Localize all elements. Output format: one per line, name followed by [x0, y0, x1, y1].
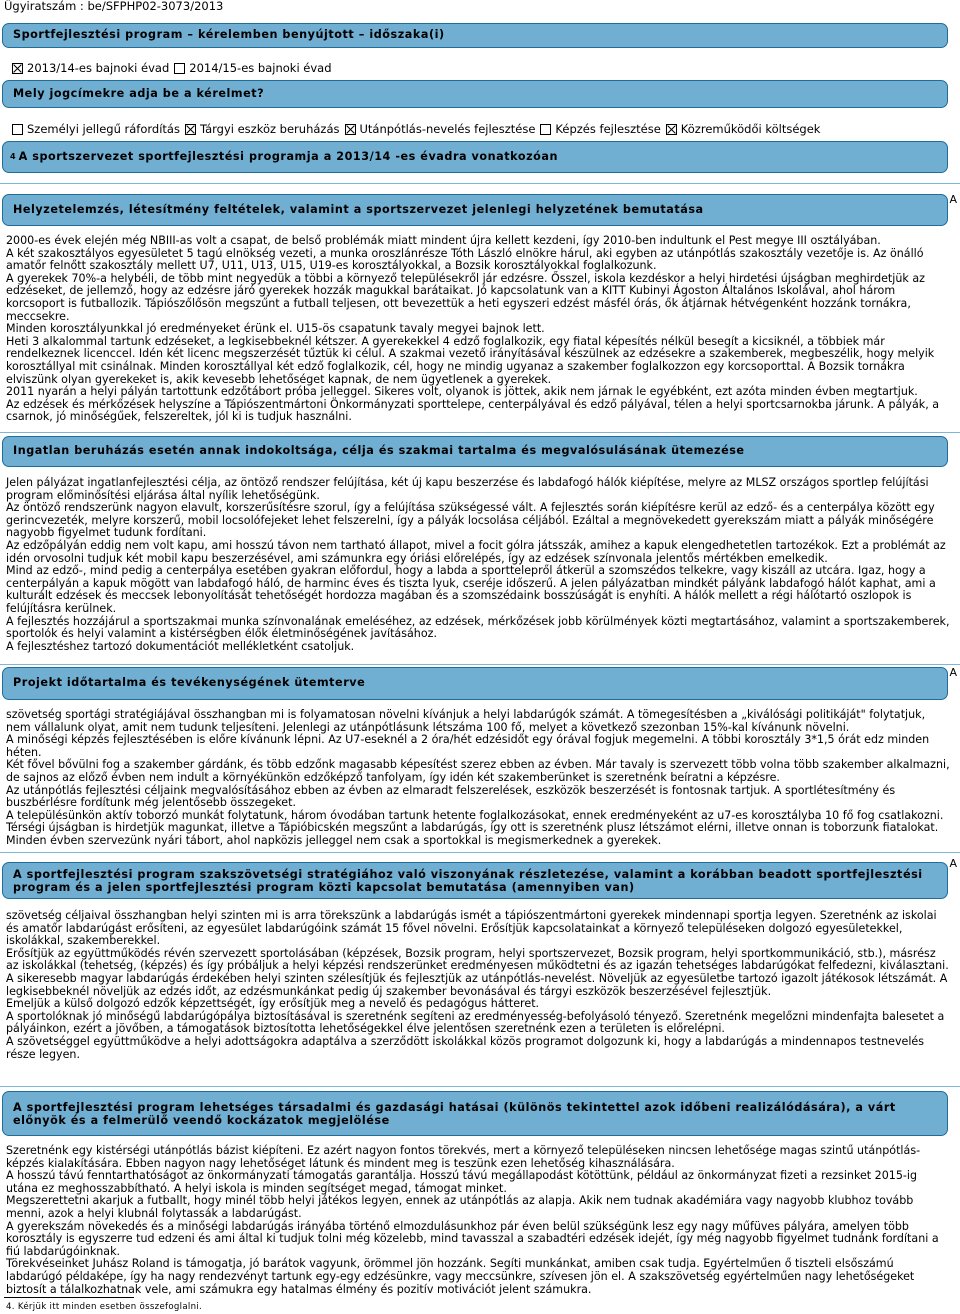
section-divider	[0, 432, 960, 433]
impacts-header-label: A sportfejlesztési program lehetséges társadalmi és gazdasági hatásai (különös tekintettel azok időbeni realizálódására), a várt előnyök és a felmerülő veendő kockázatok megjelölése	[13, 1100, 896, 1127]
impacts-body: Szeretnénk egy kistérségi utánpótlás bázist kiépíteni. Ez azért nagyon fontos törekvés, mert a környező településeken nincsen lehetősége magas szintű utánpótlás-képzés kialakítására. Ebben nagyon nagy lehetőséget látunk és mindent meg is teszünk ezen lehetőség kihasználására. A hosszú távú fenntarthatóságot az önkormányzati támogatás garantálja. Hosszú távú megállapodást kötöttünk, például az önkormányzat fizeti a rezsinket 2015-ig utána ez meghosszabbítható. A helyi iskola is minden segítséget megad, támogat minket. Megszerettetni akarjuk a futballt, hogy minél több helyi játékos legyen, ennek az utánpótlás az alapja. Akik nem tudnak akadémiára vagy nagyobb klubhoz tovább menni, azok a helyi klubnál folytassák a labdarúgást. A gyerekszám növekedés és a minőségi labdarúgás irányába történő elmozdulásunkhoz pár éven belül szükségünk lesz egy nagy műfüves pályára, amelyen több korosztály is egyszerre tud edzeni és ami által ki tudjuk tolni még közelebb, mind tavasszal a szabadtéri edzések idejét, így még nagyobb figyelmet tudnánk fordítani a fiú labdarúgóinknak. Törekvéseinket Juhász Roland is támogatja, jó barátok vagyunk, örömmel jön hozzánk. Segíti munkánkat, amiben csak tudja. Egyértelműen ő tiszteli elsőszámú labdarúgó példaképe, így ha nagy rendezvényt tartunk egy-egy edzésünkre, vagy meccsünkre, szívesen jön el. A szakszövetség egyértelműen nagy lehetőségeket biztosít a tálalkozhatnak vele, ami számukra egy hatalmas élmény és pozitív motivációt jelent számukra.	[6, 1144, 939, 1296]
project-schedule-body: szövetség sportági stratégiájával összhangban mi is folyamatosan növelni kívánjuk a helyi labdarúgók számát. A tömegesítésben a „kiválósági politikáját" folytatjuk, nem vállalunk olyat, amit nem tudunk teljesíteni. Jelenlegi az utánpótlásunk létszáma 100 fő, melyet a következő szezonban 15%-kal kívánunk növelni. A minőségi képzés fejlesztésében is előre kívánunk lépni. Az U7-eseknél a 2 óra/hét edzésidőt egy órával fogjuk megemelni. A többi korosztály 3*1,5 órát edz minden héten. Két fővel bővülni fog a szakember gárdánk, és több edzőnk magasabb képesítést szerez ebben az évben. Már tavaly is szervezett több volna több szakember alkalmazni, de sajnos az előző évben nem indult a környékünkön edzőképző tanfolyam, így idén két szakemberünket is szeretnénk beíratni a képzésre. Az utánpótlás fejlesztési céljaink megvalósításához ebben az évben az elmaradt felszerelések, eszközök beszerzését is fontosnak tartjuk. A sportlétesítmény és buszbérlésre fordítunk még jelentősebb összegeket. A településünkön aktív toborzó munkát folytatunk, három óvodában tartunk hetente foglalkozásokat, ennek eredményeként az u7-es korosztályba 10 fő fog csatlakozni. Térségi újságban is hirdetjük magunkat, illetve a Tápióbicskén megszűnt a labdarúgás, így ott is szeretnénk plusz létszámot elérni, illetve onnan is toborzunk fiatalokat. Minden évben szervezünk nyári tábort, ahol napközis jelleggel nem csak a sportokkal is megismerkednek a gyerekek.	[6, 708, 950, 847]
program-header	[2, 141, 948, 173]
personnel-cost-label: Személyi jellegű ráfordítás	[27, 122, 180, 136]
situation-analysis-header-label: Helyzetelemzés, létesítmény feltételek, valamint a sportszervezet jelenlegi helyzetének bemutatása	[13, 202, 704, 216]
program-header-label: A sportszervezet sportfejlesztési programja a 2013/14 -es évadra vonatkozóan	[18, 149, 558, 163]
project-schedule-header	[2, 667, 948, 700]
section-marker: A	[949, 193, 957, 206]
real-estate-body: Jelen pályázat ingatlanfejlesztési célja, az öntöző rendszer felújítása, két új kapu beszerzése és labdafogó hálók kiépítése, melyre az MLSZ országos sportlep felújítási program előminősítési eljárása által nyílik lehetőségünk. Az öntöző rendszerünk nagyon elavult, korszerűsítésre szorul, így a felújítása szükségessé vált. A fejlesztés során kiépítésre kerül az edző- és a centerpálya között egy gerincvezeték, melyre korszerű, mobil locsolófejeket lehet felszerelni, így a pályák locsolása céljából. Ezáltal a megnövekedett gyerekszám miatt a pályák minőségére nagyobb figyelmet tudunk fordítani. Az edzőpályán eddig nem volt kapu, ami hosszú távon nem tartható állapot, mivel a focit gólra játsszák, amihez a kapuk elengedhetetlen tartozékok. Ezt a problémát az idén orvosolni tudjuk két mobil kapu beszerzésével, ami számunkra egy óriási előrelépés, így az edzések színvonala jelentős mértékben emelkedik. Mind az edző-, mind pedig a centerpálya esetében gyakran előfordul, hogy a labda a sporttelepről átkerül a szomszédos telkekre, vagy kiszáll az utcára. Igaz, hogy a centerpályán a kapuk mögött van labdafogó háló, de harminc éves és tiszta lyuk, cseréje időszerű. A jelen pályázatban mindkét pályánk labdafogó hálót kaphat, ami a kulturált edzések és meccsek lebonyolítását tehetőségét hordozza magában és a szomszédaink bosszúságát is enyhíti. A hálók mellett a régi hálótartó oszlopok is felújításra kerülnek. A fejlesztés hozzájárul a sportszakmai munka színvonalának emeléséhez, az edzések, mérkőzések jobb körülmények közti megtartásához, valamint a sportszakemberek, sportolók és helyi valamint a kistérségben élők életminőségének javításához. A fejlesztéshez tartozó dokumentációt mellékletként csatoljuk.	[6, 476, 950, 653]
situation-analysis-header	[2, 194, 948, 226]
footnote-mark: 4	[10, 151, 16, 161]
project-schedule-header-label: Projekt időtartalma és tevékenységének ütemterve	[13, 676, 366, 690]
season-2013-checkbox[interactable]	[12, 63, 23, 74]
strategy-relation-header	[2, 862, 948, 899]
intermediary-costs-label: Közreműködői költségek	[680, 122, 821, 136]
program-period-header-label: Sportfejlesztési program – kérelemben benyújtott – időszaka(i)	[13, 28, 445, 42]
situation-analysis-body: 2000-es évek elején még NBIII-as volt a csapat, de belső problémák miatt mindent újra kellett kezdeni, így 2010-ben indultunk el Pest megye III osztályában. A két szakosztályos egyesületet 5 tagú elnökség vezeti, a munka oroszlánrésze Tóth László elnökre hárul, aki egyben az utánpótlás szakosztály vezetője is. Az önálló amatőr felnőtt szakosztály mellett U7, U11, U13, U15, U19-es korosztályokkal, a Bozsik korosztályokkal foglalkozunk. A gyerekek 70%-a helybéli, de több mint negyedük a többi a környező településekről jár edzésre. Ősszel, iskola kezdéskor a helyi hirdetési újságban meghirdetjük az edzéseket, de jellemző, hogy az edzésre járó gyerekek hozzák magukkal barátaikat. Jó kapcsolatunk van a KITT Kubinyi Ágoston Általános Iskolával, ahol három korcsoport is futballozik. Tápiószőlősön megszűnt a futball teljesen, ott bevezettük a heti egyszeri edzést másfél órás, ők átjárnak hétvégenként hozzánk tornákra, meccsekre. Minden korosztályunkkal jó eredményeket érünk el. U15-ös csapatunk tavaly megyei bajnok lett. Heti 3 alkalommal tartunk edzéseket, a legkisebbeknél kétszer. A gyerekekkel 4 edző foglalkozik, egy fiatal képesítés nélkül besegít a kicsiknél, a többiek már rendelkeznek licenccel. Idén két licenc megszerzését tűztük ki célul. A szakmai vezető irányításával készülnek az edzésekre a szakemberek, megbeszélik, hogy melyik korosztállyal mit csinálnak. Minden korosztállyal két edző foglalkozik, cél, hogy ne mindig ugyanaz a szakember foglalkozzon egy korcsoporttal. A Bozsik tornákra elviszünk olyan gyerekeket is, akik kevesebb lehetőséget kapnak, de nem ügyetlenek a gyerekek. 2011 nyarán a helyi pályán tartottunk edzőtábort próba jelleggel. Sikeres volt, olyanok is jöttek, akik nem járnak le egyébként, ezt azóta minden évben megtartjuk. Az edzések és mérkőzések helyszíne a Tápiószentmártoni Önkormányzati sporttelepe, centerpályával és edző pályával, télen a helyi sportcsarnokba járunk. A pályák, a csarnok, jó minőségűek, felszereltek, jól ki is tudjuk használni.	[6, 234, 940, 424]
real-estate-header-label: Ingatlan beruházás esetén annak indokoltsága, célja és szakmai tartalma és megvalósulásának ütemezése	[13, 444, 745, 458]
program-period-header	[2, 23, 948, 48]
youth-development-label: Utánpótlás-nevelés fejlesztése	[359, 122, 536, 136]
legal-title-header-label: Mely jogcímekre adja be a kérelmet?	[13, 86, 265, 100]
season-options	[12, 62, 337, 75]
section-divider	[0, 852, 960, 853]
intermediary-costs-checkbox[interactable]	[666, 124, 677, 135]
training-development-checkbox[interactable]	[540, 124, 551, 135]
reference-number: Ügyiratszám : be/SFPHP02-3073/2013	[4, 0, 224, 13]
impacts-header	[2, 1091, 948, 1136]
section-divider	[0, 1086, 960, 1087]
footnote: 4. Kérjük itt minden esetben összefoglalni.	[6, 1302, 203, 1312]
section-divider	[0, 183, 960, 184]
section-marker: A	[949, 666, 957, 679]
section-divider	[0, 664, 960, 665]
legal-title-header	[2, 80, 948, 108]
footnote-separator	[4, 1297, 134, 1298]
asset-investment-checkbox[interactable]	[185, 124, 196, 135]
asset-investment-label: Tárgyi eszköz beruházás	[199, 122, 340, 136]
season-2013-label: 2013/14-es bajnoki évad	[27, 61, 170, 75]
section-marker: A	[949, 857, 957, 870]
youth-development-checkbox[interactable]	[345, 124, 356, 135]
strategy-relation-body: szövetség céljaival összhangban helyi szinten mi is arra törekszünk a labdarúgás ismét a tápiószentmártoni gyerekek mindennapi sportja legyen. Szeretnénk az iskolai és amatőr labdarúgást erősíteni, az egyesület labdarúgóink számát 15 fővel növelni. Erősítjük kapcsolatainkat a környező településeken dolgozó egyesületekkel, iskolákkal, szakemberekkel. Erősítjük az együttműködés révén szervezett sportolásában (képzések, Bozsik program, helyi sportszervezet, Bozsik program, helyi sportkommunikáció, stb.), másrész az iskolákkal (tehetség, (képzés) és így próbáljuk a helyi képzési rendszerünket eredményesen működtetni és az igazán tehetséges labdarúgókat felfedezni, kiválasztani. A sikeresebb magyar labdarúgás érdekében helyi szinten szélesítjük és fejlesztjük az utánpótlás-nevelést. Növeljük az egyesületbe tartozó igazolt játékosok létszámát. A legkisebbeknél növeljük az edzés időt, az edzésmunkánkat pedig új szakember bevonásával és tárgyi eszközök beszerzésével fejlesztjük. Emeljük a külső dolgozó edzők képzettségét, így erősítjük meg a nevelő és pedagógus hátteret. A sportolóknak jó minőségű labdarúgópálya biztosításával is szeretnénk segíteni az eredményesség-befolyásoló tényező. Szeretnénk megelőzni mindenfajta balesetet a pályáinkon, ezért a jövőben, a támogatások biztosította lehetőségekkel élve jelentősen szeretnénk ezen a területen is előrelépni. A szövetséggel együttműködve a helyi adottságokra adaptálva a szerződött iskolákkal közös programot dolgozunk ki, hogy a labdarúgás a mindennapos testnevelés része legyen.	[6, 909, 949, 1061]
legal-title-options	[12, 123, 825, 136]
season-2014-checkbox[interactable]	[174, 63, 185, 74]
real-estate-header	[2, 436, 948, 467]
training-development-label: Képzés fejlesztése	[555, 122, 661, 136]
personnel-cost-checkbox[interactable]	[12, 124, 23, 135]
strategy-relation-header-label: A sportfejlesztési program szakszövetségi stratégiához való viszonyának részletezése, valamint a korábban beadott sportfejlesztési program és a jelen sportfejlesztési program közti kapcsolat bemutatása (amennyiben van)	[13, 867, 923, 894]
season-2014-label: 2014/15-es bajnoki évad	[189, 61, 332, 75]
